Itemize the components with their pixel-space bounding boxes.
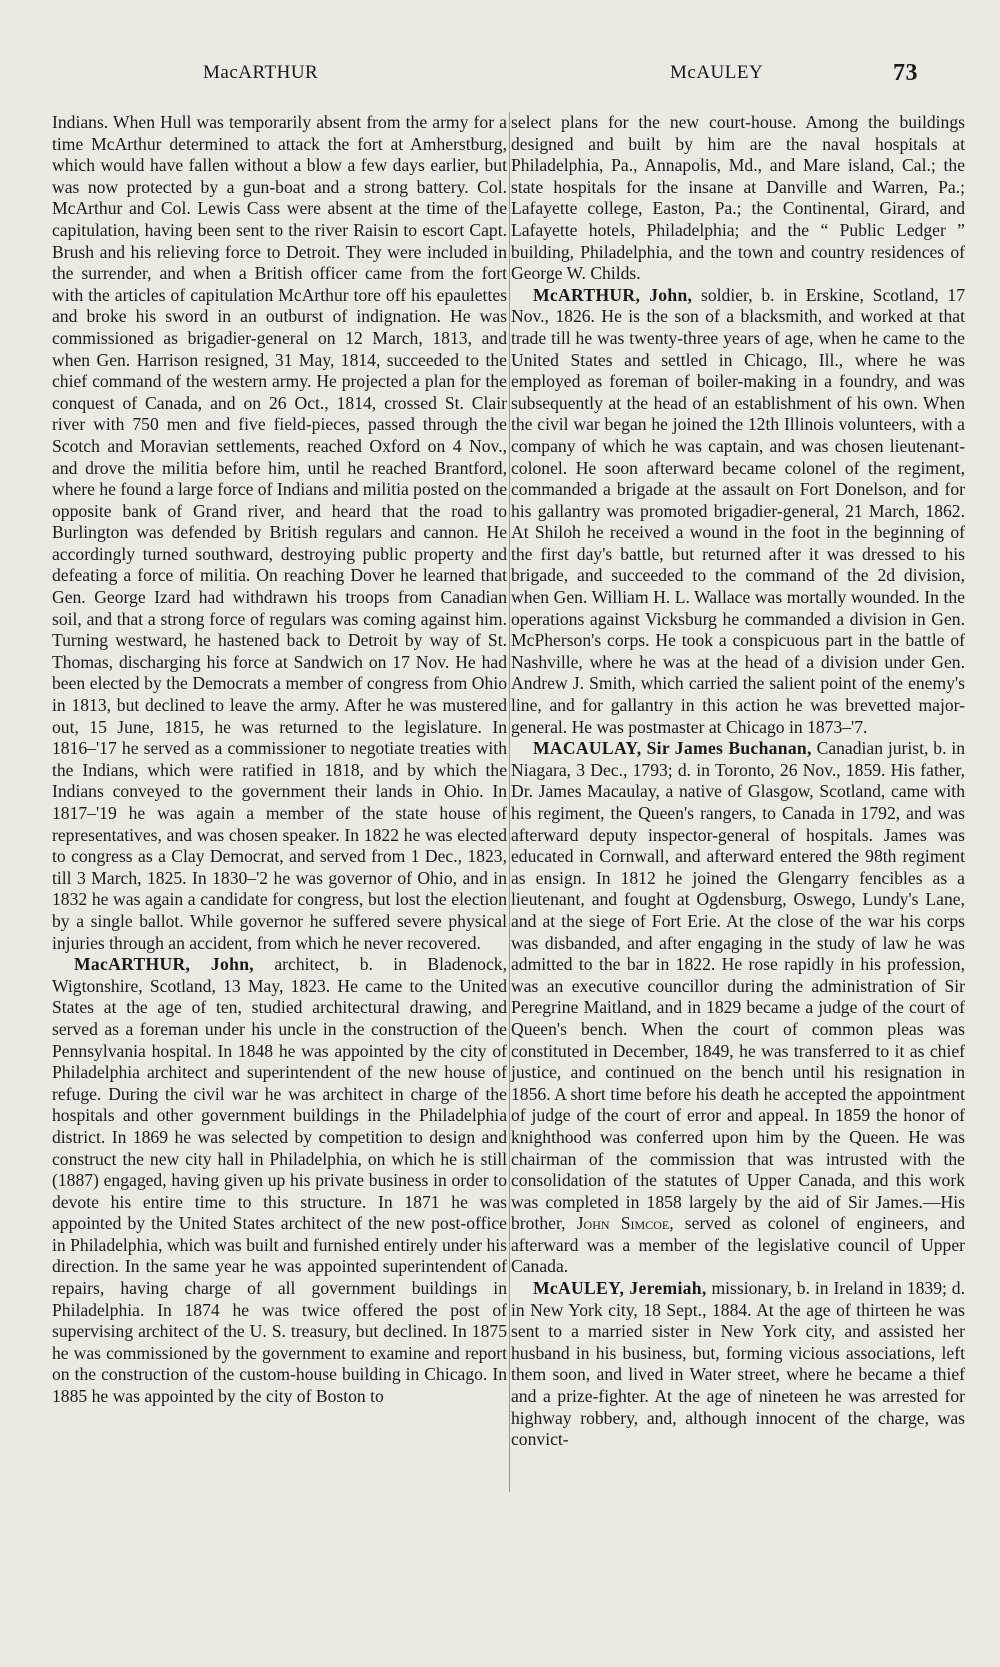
running-head bbox=[0, 62, 1000, 92]
entry-text: , served as colonel of engineers, and afterward was a member of the legislative council of Upper Canada. bbox=[511, 1213, 965, 1277]
continued-paragraph: select plans for the new court-house. Among the buildings designed and built by him are the naval hospitals at Philadelphia, Pa., Annapolis, Md., and Mare island, Cal.; the state hospitals for the insane at Danville and Warren, Pa.; Lafayette college, Easton, Pa.; the Continental, Girard, and Lafayette hotels, Philadelphia; and the “ Public Ledger ” building, Philadelphia, and the town and country residences of George W. Childs. bbox=[511, 112, 965, 284]
entry-mcauley-jeremiah bbox=[511, 1278, 965, 1451]
column-rule bbox=[509, 112, 510, 1492]
running-head-left: MacARTHUR bbox=[203, 62, 319, 83]
entry-text: Canadian jurist, b. in Niagara, 3 Dec., 1793; d. in Toronto, 26 Nov., 1859. His father, Dr. James Macaulay, a native of Glasgow, Scotland, came with his regiment, the Queen's rangers, to Canada in 1792, and was afterward deputy inspector-general of hospitals. James was educated in Cornwall, and afterward entered the 98th regiment as ensign. In 1812 he joined the Glengarry fencibles as a lieutenant, and fought at Ogdensburg, Oswego, Lundy's Lane, and at the siege of Fort Erie. At the close of the war his corps was disbanded, and after engaging in the study of law he was admitted to the bar in 1822. He rose rapidly in his profession, was an executive councillor during the administration of Sir Peregrine Maitland, and in 1829 became a judge of the court of Queen's bench. When the court of common pleas was constituted in December, 1849, he was transferred to it as chief justice, and continued on the bench until his resignation in 1856. A short time before his death he accepted the appointment of judge of the court of error and appeal. In 1859 the honor of knighthood was conferred upon him by the Queen. He was chairman of the commission that was intrusted with the consolidation of the statutes of Upper Canada, and this work was completed in 1858 largely by the aid of Sir James.—His brother, bbox=[511, 738, 965, 1234]
left-column bbox=[52, 112, 507, 1408]
entry-text: architect, b. in Bladenock, Wigtonshire, Scotland, 13 May, 1823. He came to the United States at the age of ten, studied architectural drawing, and served as a foreman under his uncle in the construction of the Pennsylvania hospital. In 1848 he was appointed by the city of Philadelphia architect and superintendent of the new house of refuge. During the civil war he was architect in charge of the hospitals and other government buildings in the Philadelphia district. In 1869 he was selected by competition to design and construct the new city hall in Philadelphia, on which he is still (1887) engaged, having given up his private business in order to devote his entire time to this structure. In 1871 he was appointed by the United States architect of the new post-office in Philadelphia, which was built and furnished entirely under his direction. In the same year he was appointed superintendent of repairs, having charge of all government buildings in Philadelphia. In 1874 he was twice offered the post of supervising architect of the U. S. treasury, but declined. In 1875 he was commissioned by the government to examine and report on the construction of the custom-house building in Chicago. In 1885 he was appointed by the city of Boston to bbox=[52, 954, 507, 1407]
entry-headword: MACAULAY, Sir James Buchanan, bbox=[533, 738, 812, 759]
entry-headword: McAULEY, Jeremiah, bbox=[533, 1278, 707, 1299]
entry-macaulay-james-buchanan bbox=[511, 738, 965, 1278]
entry-text: missionary, b. in Ireland in 1839; d. in New York city, 18 Sept., 1884. At the age of thirteen he was sent to a married sister in New York city, and assisted her husband in his business, but, forming vicious associations, left them soon, and lived in Water street, where he became a thief and a prize-fighter. At the age of nineteen he was arrested for highway robbery, and, although innocent of the charge, was convict- bbox=[511, 1278, 965, 1450]
entry-headword: McARTHUR, John, bbox=[533, 284, 693, 305]
right-column bbox=[511, 112, 965, 1451]
entry-text: soldier, b. in Erskine, Scotland, 17 Nov., 1826. He is the son of a blacksmith, and worked at that trade till he was twenty-three years of age, when he came to the United States and settled in Chicago, Ill., where he was employed as foreman of boiler-making in a foundry, and was subsequently at the head of an establishment of his own. When the civil war began he joined the 12th Illinois volunteers, with a company of which he was captain, and was chosen lieutenant-colonel. He soon afterward became colonel of the regiment, commanded a brigade at the assault on Fort Donelson, and for his gallantry was promoted brigadier-general, 21 March, 1862. At Shiloh he received a wound in the foot in the beginning of the first day's battle, but returned after it was dressed to his brigade, and succeeded to the command of the 2d division, when Gen. William H. L. Wallace was mortally wounded. In the operations against Vicksburg he commanded a division in Gen. McPherson's corps. He took a conspicuous part in the battle of Nashville, where he was at the head of a division under Gen. Andrew J. Smith, which carried the salient point of the enemy's line, and for gallantry in this action he was brevetted major-general. He was postmaster at Chicago in 1873–'7. bbox=[511, 284, 965, 737]
page-number: 73 bbox=[893, 60, 918, 86]
running-head-right: McAULEY bbox=[670, 62, 764, 83]
entry-mcarthur-john-soldier bbox=[511, 285, 965, 738]
cross-reference-name: John Simcoe bbox=[576, 1213, 670, 1234]
continued-paragraph: Indians. When Hull was temporarily absent from the army for a time McArthur determined to attack the fort at Amherstburg, which would have fallen without a blow a few days earlier, but was now protected by a gun-boat and a strong battery. Col. McArthur and Col. Lewis Cass were absent at the time of the capitulation, having been sent to the river Raisin to escort Capt. Brush and his relieving force to Detroit. They were included in the surrender, and when a British officer came from the fort with the articles of capitulation McArthur tore off his epaulettes and broke his sword in an outburst of indignation. He was commissioned as brigadier-general on 12 March, 1813, and when Gen. Harrison resigned, 31 May, 1814, succeeded to the chief command of the western army. He projected a plan for the conquest of Canada, and on 26 Oct., 1814, crossed St. Clair river with 750 men and five field-pieces, passed through the Scotch and Moravian settlements, reached Oxford on 4 Nov., and drove the militia before him, until he reached Brantford, where he found a large force of Indians and militia posted on the opposite bank of Grand river, and heard that the road to Burlington was defended by British regulars and cannon. He accordingly turned southward, destroying public property and defeating a force of militia. On reaching Dover he learned that Gen. George Izard had withdrawn his troops from Canadian soil, and that a strong force of regulars was coming against him. Turning westward, he hastened back to Detroit by way of St. Thomas, discharging his force at Sandwich on 17 Nov. He had been elected by the Democrats a member of congress from Ohio in 1813, but declined to leave the army. After he was mustered out, 15 June, 1815, he was returned to the legislature. In 1816–'17 he served as a commissioner to negotiate treaties with the Indians, which were ratified in 1818, and by which the Indians conveyed to the government their lands in Ohio. In 1817–'19 he was again a member of the state house of representatives, and was chosen speaker. In 1822 he was elected to congress as a Clay Democrat, and served from 1 Dec., 1823, till 3 March, 1825. In 1830–'2 he was governor of Ohio, and in 1832 he was again a candidate for congress, but lost the election by a single ballot. While governor he suffered severe physical injuries through an accident, from which he never recovered. bbox=[52, 112, 508, 953]
entry-headword: MacARTHUR, John, bbox=[74, 954, 254, 975]
entry-macarthur-john-architect bbox=[52, 954, 507, 1407]
